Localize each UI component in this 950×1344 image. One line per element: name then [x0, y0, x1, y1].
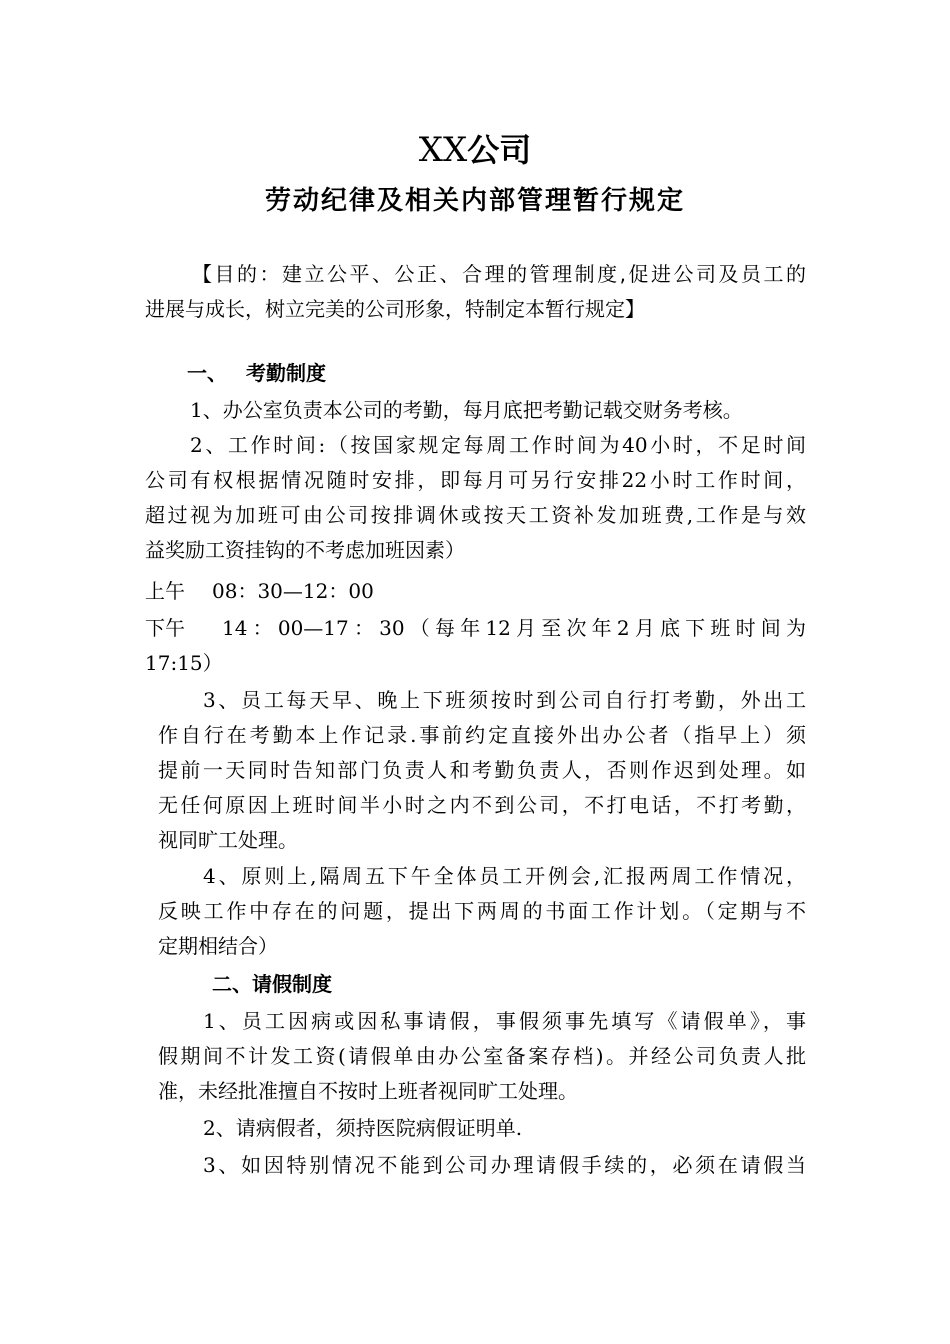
section1-item3-line-2: 作自行在考勤本上作记录.事前约定直接外出办公者（指早上）须: [158, 723, 806, 747]
title-company: 公司: [467, 131, 532, 169]
section1-item2-line-1: 2、工作时间:（按国家规定每周工作时间为40小时，不足时间: [190, 433, 806, 457]
section1-item4-line-3: 定期相结合）: [158, 934, 278, 958]
section1-item3-line-1: 3、员工每天早、晚上下班须按时到公司自行打考勤，外出工: [203, 688, 806, 712]
pm-label: 下午: [145, 616, 185, 640]
pm-time-continued: 17:15）: [145, 651, 223, 675]
purpose-line-2: 进展与成长，树立完美的公司形象，特制定本暂行规定】: [145, 297, 645, 321]
section1-item4-line-1: 4、原则上,隔周五下午全体员工开例会,汇报两周工作情况，: [203, 864, 806, 888]
section1-item2-line-4: 益奖励工资挂钩的不考虑加班因素）: [145, 538, 465, 562]
pm-time: 14：00—17：30（每年12月至次年2月底下班时间为: [222, 616, 806, 640]
document-title: [0, 130, 950, 170]
title-xx: XX: [418, 130, 468, 170]
purpose-line-1: 【目的：建立公平、公正、合理的管理制度,促进公司及员工的: [192, 262, 806, 286]
section1-item4-line-2: 反映工作中存在的问题，提出下两周的书面工作计划。（定期与不: [158, 899, 806, 923]
section1-item2-line-2: 公司有权根据情况随时安排，即每月可另行安排22小时工作时间，: [145, 468, 806, 492]
section2-item2: 2、请病假者，须持医院病假证明单.: [203, 1116, 523, 1140]
section1-heading: 考勤制度: [246, 361, 326, 385]
section2-item3-line-1: 3、如因特别情况不能到公司办理请假手续的，必须在请假当: [203, 1153, 806, 1177]
section2-item1-line-3: 准，未经批准擅自不按时上班者视同旷工处理。: [158, 1079, 578, 1103]
am-label: 上午: [145, 579, 185, 603]
section1-item2-line-3: 超过视为加班可由公司按排调休或按天工资补发加班费,工作是与效: [145, 503, 806, 527]
section2-item1-line-1: 1、员工因病或因私事请假，事假须事先填写《请假单》，事: [203, 1009, 806, 1033]
section1-item3-line-3: 提前一天同时告知部门负责人和考勤负责人，否则作迟到处理。如: [158, 758, 806, 782]
document-subtitle: 劳动纪律及相关内部管理暂行规定: [264, 186, 685, 216]
section1-item3-line-5: 视同旷工处理。: [158, 828, 298, 852]
section1-heading-number: 一、: [187, 361, 227, 385]
section2-heading: 二、请假制度: [212, 972, 332, 996]
am-time: 08：30—12：00: [212, 579, 374, 603]
section1-item1: 1、办公室负责本公司的考勤，每月底把考勤记载交财务考核。: [190, 398, 743, 422]
section1-item3-line-4: 无任何原因上班时间半小时之内不到公司，不打电话，不打考勤，: [158, 793, 806, 817]
section2-item1-line-2: 假期间不计发工资(请假单由办公室备案存档)。并经公司负责人批: [158, 1044, 806, 1068]
